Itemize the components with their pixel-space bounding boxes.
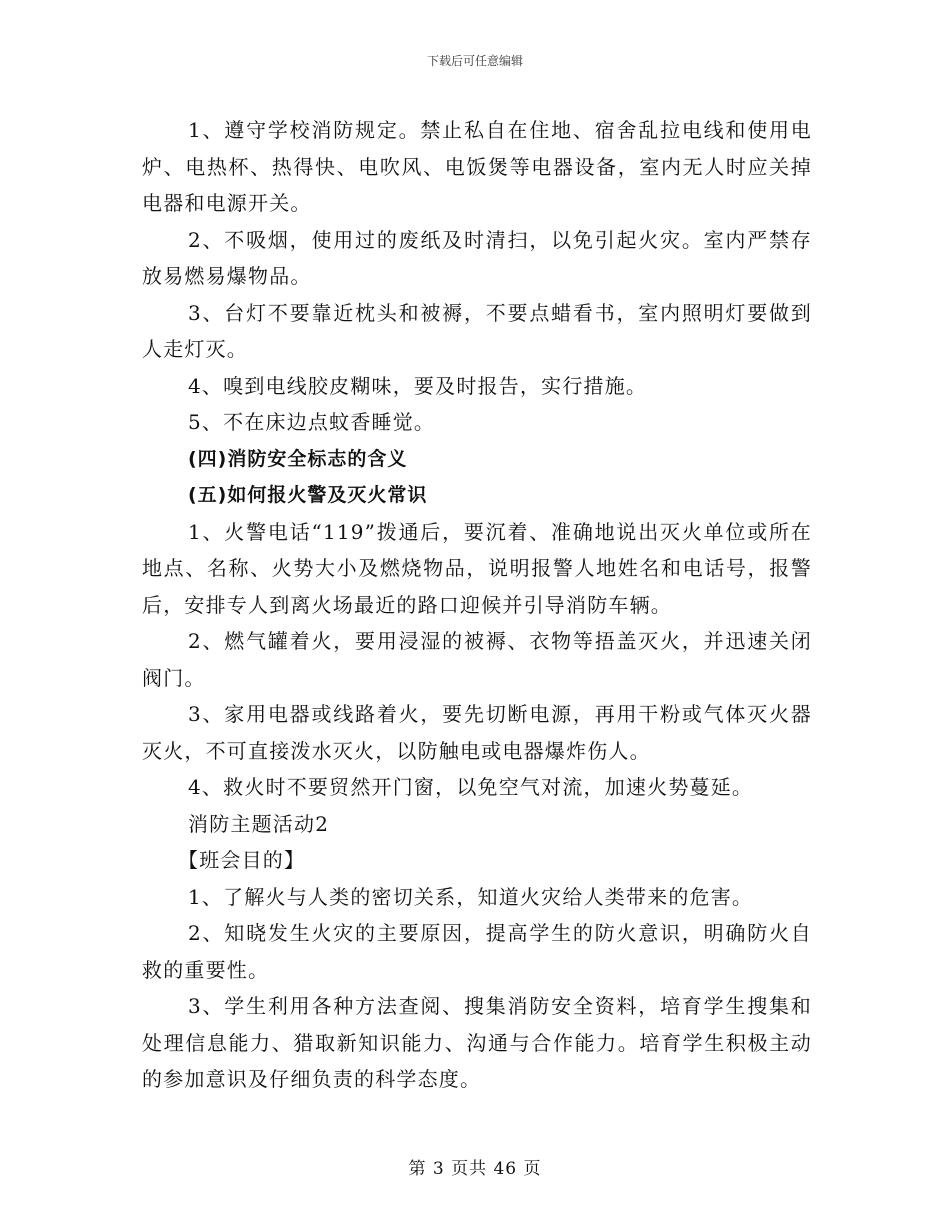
paragraph-fire-4: 4、救火时不要贸然开门窗，以免空气对流，加速火势蔓延。 bbox=[188, 775, 754, 799]
paragraph-purpose-3: 3、学生利用各种方法查阅、搜集消防安全资料，培育学生搜集和处理信息能力、猎取新知识能力、沟通与合作能力。培育学生积极主动的参加意识及仔细负责的科学态度。 bbox=[142, 994, 812, 1091]
page-header-note: 下载后可任意编辑 bbox=[426, 54, 523, 68]
section-heading-4: (四)消防安全标志的含义 bbox=[188, 447, 408, 470]
paragraph-rule-2: 2、不吸烟，使用过的废纸及时清扫，以免引起火灾。室内严禁存放易燃易爆物品。 bbox=[142, 227, 812, 288]
paragraph-fire-2: 2、燃气罐着火，要用浸湿的被褥、衣物等捂盖灭火，并迅速关闭阀门。 bbox=[142, 629, 812, 690]
class-meeting-purpose-heading: 【班会目的】 bbox=[178, 848, 306, 872]
activity-title: 消防主题活动2 bbox=[188, 811, 330, 836]
paragraph-fire-3: 3、家用电器或线路着火，要先切断电源，再用干粉或气体灭火器灭火，不可直接泼水灭火，以防触电或电器爆炸伤人。 bbox=[142, 702, 812, 763]
section-heading-5: (五)如何报火警及灭火常识 bbox=[188, 484, 428, 506]
paragraph-rule-3: 3、台灯不要靠近枕头和被褥，不要点蜡看书，室内照明灯要做到人走灯灭。 bbox=[142, 300, 812, 361]
paragraph-rule-4: 4、嗅到电线胶皮糊味，要及时报告，实行措施。 bbox=[188, 373, 648, 398]
paragraph-fire-1: 1、火警电话“119”拨通后，要沉着、准确地说出灭火单位或所在地点、名称、火势大小及燃烧物品，说明报警人地姓名和电话号，报警后，安排专人到离火场最近的路口迎候并引导消防车辆。 bbox=[142, 519, 812, 617]
paragraph-purpose-1: 1、了解火与人类的密切关系，知道火灾给人类带来的危害。 bbox=[188, 884, 754, 909]
paragraph-rule-5: 5、不在床边点蚊香睡觉。 bbox=[188, 410, 436, 434]
paragraph-rule-1: 1、遵守学校消防规定。禁止私自在住地、宿舍乱拉电线和使用电炉、电热杯、热得快、电吹风、电饭煲等电器设备，室内无人时应关掉电器和电源开关。 bbox=[142, 118, 812, 215]
page-number-footer: 第 3 页共 46 页 bbox=[408, 1159, 542, 1179]
paragraph-purpose-2: 2、知晓发生火灾的主要原因，提高学生的防火意识，明确防火自救的重要性。 bbox=[142, 921, 812, 982]
document-body bbox=[142, 112, 812, 1098]
